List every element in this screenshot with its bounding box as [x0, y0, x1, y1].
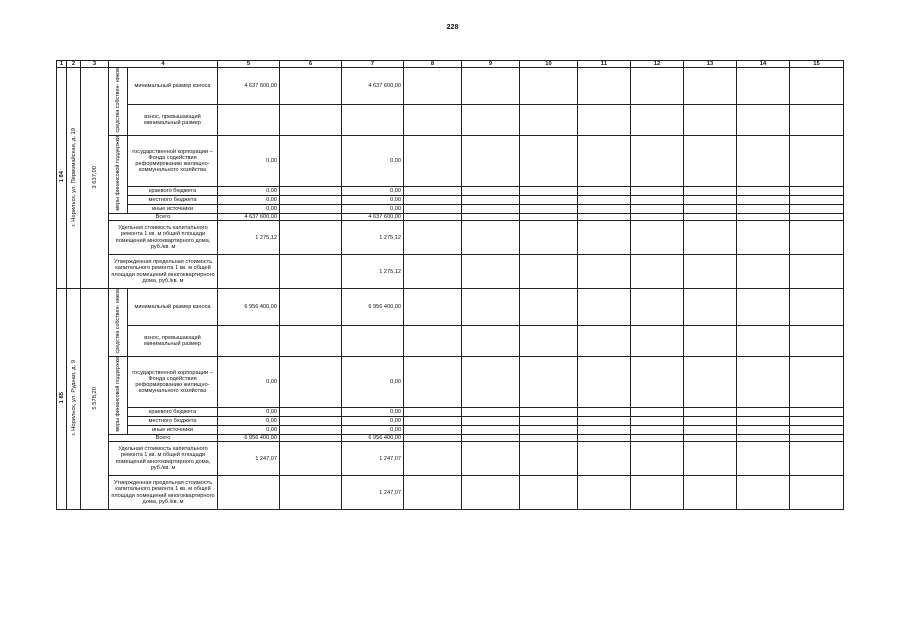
- empty-cell: [684, 205, 737, 214]
- empty-cell: [684, 357, 737, 408]
- empty-cell: [684, 68, 737, 105]
- empty-cell: [462, 326, 520, 357]
- empty-cell: [520, 434, 578, 441]
- empty-cell: [280, 213, 342, 220]
- empty-cell: [737, 408, 790, 417]
- empty-cell: [520, 136, 578, 187]
- header-cell: 2: [67, 61, 81, 68]
- empty-cell: [790, 442, 844, 476]
- empty-cell: [462, 105, 520, 136]
- value-cell: 0,00: [342, 426, 404, 435]
- value-cell: 0,00: [218, 187, 280, 196]
- table-row: [57, 213, 844, 220]
- empty-cell: [462, 417, 520, 426]
- empty-cell: [790, 289, 844, 326]
- empty-cell: [737, 326, 790, 357]
- empty-cell: [578, 476, 631, 510]
- empty-cell: [578, 289, 631, 326]
- empty-cell: [737, 136, 790, 187]
- row-label: иные источники: [128, 426, 218, 435]
- empty-cell: [404, 326, 462, 357]
- empty-cell: [578, 205, 631, 214]
- empty-cell: [404, 417, 462, 426]
- table-row: [57, 417, 844, 426]
- financial-support-group: меры финансовой поддержки: [109, 357, 128, 435]
- empty-cell: [578, 442, 631, 476]
- empty-cell: [520, 408, 578, 417]
- value-cell: 0,00: [342, 205, 404, 214]
- empty-cell: [520, 417, 578, 426]
- empty-cell: [520, 442, 578, 476]
- empty-cell: [790, 357, 844, 408]
- value-cell: 0,00: [342, 408, 404, 417]
- empty-cell: [684, 196, 737, 205]
- header-cell: 13: [684, 61, 737, 68]
- empty-cell: [790, 408, 844, 417]
- empty-cell: [684, 326, 737, 357]
- page-number: 228: [446, 24, 459, 31]
- row-label: краевого бюджета: [128, 408, 218, 417]
- table-row: [57, 289, 844, 326]
- value-cell: 1 247,07: [342, 442, 404, 476]
- table-row: [57, 426, 844, 435]
- row-label: минимальный размер взноса: [128, 68, 218, 105]
- owners-funds-group: средства собствен- ников: [109, 289, 128, 357]
- table-row: [57, 205, 844, 214]
- empty-cell: [790, 434, 844, 441]
- empty-cell: [578, 136, 631, 187]
- header-cell: 11: [578, 61, 631, 68]
- empty-cell: [462, 408, 520, 417]
- value-cell: 0,00: [218, 417, 280, 426]
- empty-cell: [737, 426, 790, 435]
- value-cell: 1 275,12: [218, 221, 280, 255]
- value-cell: 0,00: [218, 136, 280, 187]
- empty-cell: [404, 187, 462, 196]
- empty-cell: [404, 205, 462, 214]
- empty-cell: [631, 434, 684, 441]
- empty-cell: [404, 221, 462, 255]
- empty-cell: [684, 476, 737, 510]
- row-label: Утвержденная предельная стоимость капитального ремонта 1 кв. м общей площади помещений многоквартирного дома, руб./кв. м: [109, 255, 218, 289]
- value-cell: 0,00: [218, 426, 280, 435]
- table-row: [57, 221, 844, 255]
- value-cell: 0,00: [342, 136, 404, 187]
- empty-cell: [737, 105, 790, 136]
- capital-repair-table: [56, 60, 844, 510]
- empty-cell: [578, 187, 631, 196]
- value-cell: 4 637 600,00: [342, 213, 404, 220]
- empty-cell: [737, 196, 790, 205]
- empty-cell: [737, 187, 790, 196]
- row-label: краевого бюджета: [128, 187, 218, 196]
- value-cell: 4 637 600,00: [218, 213, 280, 220]
- value-cell: 0,00: [218, 408, 280, 417]
- row-label: взнос, превышающий минимальный размер: [128, 105, 218, 136]
- header-cell: 3: [81, 61, 109, 68]
- empty-cell: [631, 187, 684, 196]
- table-row: [57, 68, 844, 105]
- empty-cell: [790, 105, 844, 136]
- empty-cell: [520, 205, 578, 214]
- value-cell: [218, 476, 280, 510]
- row-label: иные источники: [128, 205, 218, 214]
- empty-cell: [790, 196, 844, 205]
- empty-cell: [280, 136, 342, 187]
- value-cell: 1 275,12: [342, 255, 404, 289]
- empty-cell: [280, 187, 342, 196]
- empty-cell: [631, 326, 684, 357]
- empty-cell: [790, 205, 844, 214]
- table-row: [57, 434, 844, 441]
- empty-cell: [684, 105, 737, 136]
- row-label: местного бюджета: [128, 417, 218, 426]
- row-number: 1 84: [57, 68, 67, 289]
- empty-cell: [462, 205, 520, 214]
- table-row: [57, 408, 844, 417]
- empty-cell: [520, 187, 578, 196]
- value-cell: 1 275,12: [342, 221, 404, 255]
- empty-cell: [280, 442, 342, 476]
- empty-cell: [520, 221, 578, 255]
- empty-cell: [737, 289, 790, 326]
- empty-cell: [578, 408, 631, 417]
- empty-cell: [462, 221, 520, 255]
- empty-cell: [684, 408, 737, 417]
- row-label: государственной корпорации – Фонда содействия реформированию жилищно-коммунального хозяйства: [128, 136, 218, 187]
- row-label: взнос, превышающий минимальный размер: [128, 326, 218, 357]
- value-cell: 0,00: [342, 196, 404, 205]
- empty-cell: [737, 205, 790, 214]
- empty-cell: [631, 68, 684, 105]
- empty-cell: [520, 196, 578, 205]
- empty-cell: [737, 213, 790, 220]
- empty-cell: [578, 196, 631, 205]
- empty-cell: [631, 357, 684, 408]
- header-cell: 9: [462, 61, 520, 68]
- empty-cell: [790, 417, 844, 426]
- empty-cell: [684, 136, 737, 187]
- empty-cell: [404, 255, 462, 289]
- owners-funds-group: средства собствен- ников: [109, 68, 128, 136]
- table-row: [57, 255, 844, 289]
- value-cell: 6 956 400,00: [218, 289, 280, 326]
- empty-cell: [684, 426, 737, 435]
- empty-cell: [404, 476, 462, 510]
- empty-cell: [462, 68, 520, 105]
- value-cell: [218, 105, 280, 136]
- empty-cell: [280, 476, 342, 510]
- empty-cell: [631, 255, 684, 289]
- empty-cell: [631, 426, 684, 435]
- empty-cell: [280, 426, 342, 435]
- value-cell: 0,00: [342, 417, 404, 426]
- empty-cell: [520, 357, 578, 408]
- empty-cell: [790, 326, 844, 357]
- empty-cell: [404, 213, 462, 220]
- empty-cell: [578, 213, 631, 220]
- empty-cell: [462, 255, 520, 289]
- empty-cell: [462, 426, 520, 435]
- header-cell: 14: [737, 61, 790, 68]
- empty-cell: [631, 417, 684, 426]
- empty-cell: [737, 221, 790, 255]
- empty-cell: [404, 442, 462, 476]
- empty-cell: [790, 213, 844, 220]
- empty-cell: [280, 434, 342, 441]
- empty-cell: [631, 408, 684, 417]
- value-cell: 6 956 400,00: [342, 434, 404, 441]
- empty-cell: [790, 68, 844, 105]
- empty-cell: [737, 357, 790, 408]
- table-row: [57, 357, 844, 408]
- row-label: Удельная стоимость капитального ремонта 1 кв. м общей площади помещений многоквартирного дома, руб./кв. м: [109, 221, 218, 255]
- address-cell: г. Норильск, ул. Рудная, д. 9: [67, 289, 81, 510]
- value-cell: 0,00: [218, 196, 280, 205]
- table-row: [57, 187, 844, 196]
- value-cell: 1 247,07: [218, 442, 280, 476]
- value-cell: 0,00: [218, 205, 280, 214]
- empty-cell: [737, 476, 790, 510]
- value-cell: 0,00: [342, 357, 404, 408]
- value-cell: [342, 105, 404, 136]
- empty-cell: [684, 442, 737, 476]
- header-cell: 5: [218, 61, 280, 68]
- header-cell: 7: [342, 61, 404, 68]
- empty-cell: [578, 426, 631, 435]
- empty-cell: [280, 408, 342, 417]
- row-label: местного бюджета: [128, 196, 218, 205]
- empty-cell: [631, 476, 684, 510]
- row-label: Утвержденная предельная стоимость капитального ремонта 1 кв. м общей площади помещений многоквартирного дома, руб./кв. м: [109, 476, 218, 510]
- empty-cell: [578, 434, 631, 441]
- header-cell: 15: [790, 61, 844, 68]
- empty-cell: [462, 289, 520, 326]
- empty-cell: [280, 68, 342, 105]
- empty-cell: [684, 255, 737, 289]
- empty-cell: [631, 196, 684, 205]
- row-label: Всего: [109, 213, 218, 220]
- header-cell: 10: [520, 61, 578, 68]
- value-cell: [342, 326, 404, 357]
- empty-cell: [404, 68, 462, 105]
- empty-cell: [520, 326, 578, 357]
- row-label: минимальный размер взноса: [128, 289, 218, 326]
- empty-cell: [737, 434, 790, 441]
- empty-cell: [404, 105, 462, 136]
- empty-cell: [462, 476, 520, 510]
- row-number: 1 85: [57, 289, 67, 510]
- empty-cell: [684, 221, 737, 255]
- value-cell: 6 956 400,00: [342, 289, 404, 326]
- table-row: [57, 476, 844, 510]
- empty-cell: [520, 476, 578, 510]
- empty-cell: [462, 442, 520, 476]
- value-cell: 6 956 400,00: [218, 434, 280, 441]
- area-cell: 5 578,20: [81, 289, 109, 510]
- financial-support-group: меры финансовой поддержки: [109, 136, 128, 214]
- empty-cell: [790, 255, 844, 289]
- empty-cell: [684, 434, 737, 441]
- empty-cell: [578, 417, 631, 426]
- empty-cell: [280, 105, 342, 136]
- empty-cell: [737, 68, 790, 105]
- empty-cell: [631, 213, 684, 220]
- empty-cell: [280, 289, 342, 326]
- value-cell: 0,00: [342, 187, 404, 196]
- empty-cell: [790, 136, 844, 187]
- empty-cell: [404, 434, 462, 441]
- empty-cell: [684, 213, 737, 220]
- empty-cell: [404, 408, 462, 417]
- header-cell: 8: [404, 61, 462, 68]
- row-label: государственной корпорации – Фонда содействия реформированию жилищно-коммунального хозяйства: [128, 357, 218, 408]
- empty-cell: [280, 255, 342, 289]
- empty-cell: [520, 213, 578, 220]
- empty-cell: [462, 187, 520, 196]
- row-label: Всего: [109, 434, 218, 441]
- value-cell: 1 247,07: [342, 476, 404, 510]
- header-cell: 12: [631, 61, 684, 68]
- empty-cell: [404, 289, 462, 326]
- value-cell: 0,00: [218, 357, 280, 408]
- empty-cell: [737, 255, 790, 289]
- empty-cell: [684, 289, 737, 326]
- empty-cell: [280, 221, 342, 255]
- empty-cell: [520, 255, 578, 289]
- table-row: [57, 442, 844, 476]
- empty-cell: [631, 442, 684, 476]
- empty-cell: [790, 476, 844, 510]
- empty-cell: [462, 434, 520, 441]
- empty-cell: [280, 196, 342, 205]
- empty-cell: [790, 426, 844, 435]
- empty-cell: [280, 205, 342, 214]
- row-label: Удельная стоимость капитального ремонта 1 кв. м общей площади помещений многоквартирного дома, руб./кв. м: [109, 442, 218, 476]
- empty-cell: [631, 105, 684, 136]
- header-row: [57, 61, 844, 68]
- empty-cell: [631, 289, 684, 326]
- value-cell: [218, 255, 280, 289]
- empty-cell: [684, 417, 737, 426]
- empty-cell: [520, 426, 578, 435]
- value-cell: 4 637 600,00: [218, 68, 280, 105]
- empty-cell: [404, 196, 462, 205]
- empty-cell: [578, 357, 631, 408]
- empty-cell: [404, 136, 462, 187]
- empty-cell: [578, 105, 631, 136]
- table-row: [57, 136, 844, 187]
- empty-cell: [520, 68, 578, 105]
- empty-cell: [684, 187, 737, 196]
- empty-cell: [462, 357, 520, 408]
- header-cell: 1: [57, 61, 67, 68]
- value-cell: 4 637 600,00: [342, 68, 404, 105]
- empty-cell: [280, 357, 342, 408]
- empty-cell: [578, 326, 631, 357]
- header-cell: 6: [280, 61, 342, 68]
- area-cell: 3 637,00: [81, 68, 109, 289]
- empty-cell: [578, 255, 631, 289]
- table-row: [57, 326, 844, 357]
- empty-cell: [280, 417, 342, 426]
- empty-cell: [520, 289, 578, 326]
- header-cell: 4: [109, 61, 218, 68]
- table-row: [57, 105, 844, 136]
- empty-cell: [462, 213, 520, 220]
- empty-cell: [790, 187, 844, 196]
- empty-cell: [578, 221, 631, 255]
- empty-cell: [790, 221, 844, 255]
- empty-cell: [578, 68, 631, 105]
- empty-cell: [280, 326, 342, 357]
- empty-cell: [631, 205, 684, 214]
- empty-cell: [631, 221, 684, 255]
- empty-cell: [404, 357, 462, 408]
- empty-cell: [631, 136, 684, 187]
- table-row: [57, 196, 844, 205]
- value-cell: [218, 326, 280, 357]
- empty-cell: [737, 442, 790, 476]
- empty-cell: [737, 417, 790, 426]
- empty-cell: [520, 105, 578, 136]
- empty-cell: [462, 196, 520, 205]
- empty-cell: [404, 426, 462, 435]
- empty-cell: [462, 136, 520, 187]
- address-cell: г. Норильск, ул. Первомайская, д. 19: [67, 68, 81, 289]
